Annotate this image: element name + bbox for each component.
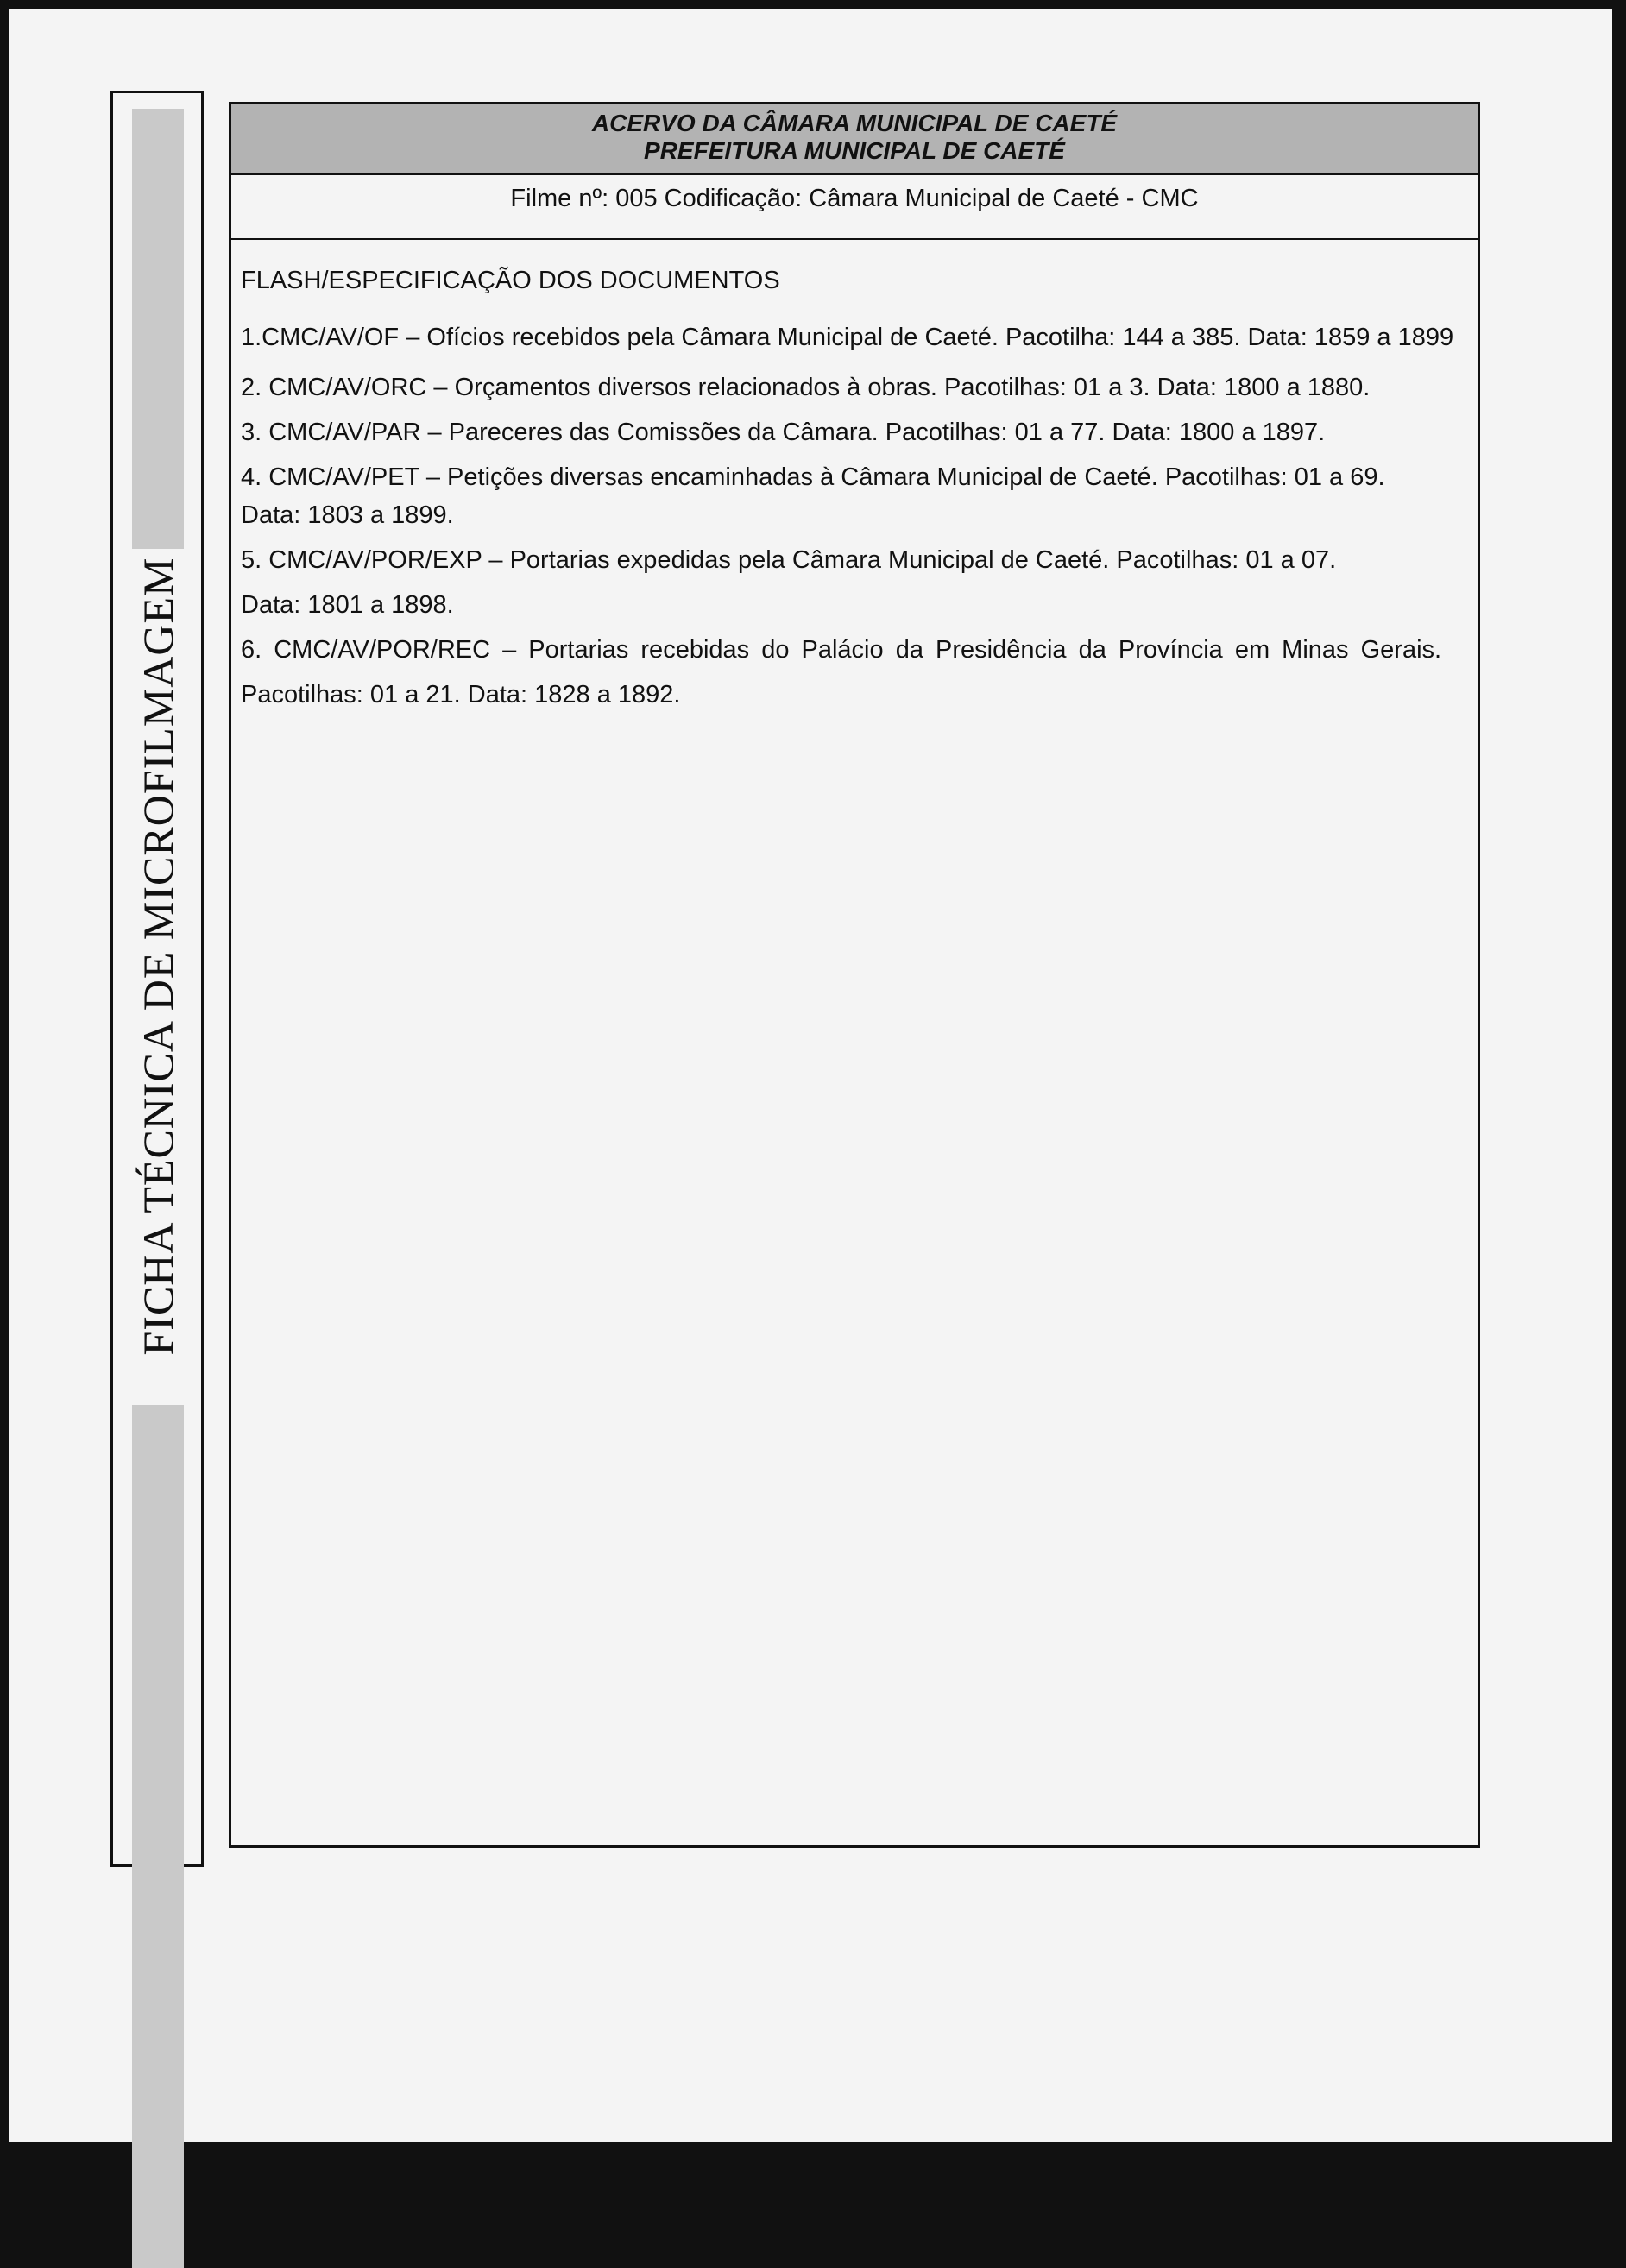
list-item-cont: Data: 1803 a 1899. <box>241 501 454 529</box>
strip-title: FICHA TÉCNICA DE MICROFILMAGEM <box>134 557 182 1356</box>
list-item: 2. CMC/AV/ORC – Orçamentos diversos relacionados à obras. Pacotilhas: 01 a 3. Data: 1800 a 1880. <box>241 374 1371 401</box>
header-prefecture-title: PREFEITURA MUNICIPAL DE CAETÉ <box>644 137 1065 164</box>
list-item: 3. CMC/AV/PAR – Pareceres das Comissões da Câmara. Pacotilhas: 01 a 77. Data: 1800 a 1897. <box>241 419 1326 446</box>
film-number: Filme nº: 005 Codificação: Câmara Municipal de Caeté - CMC <box>231 173 1478 240</box>
list-item: 1.CMC/AV/OF – Ofícios recebidos pela Câmara Municipal de Caeté. Pacotilha: 144 a 385. Data: 1859 a 1899 <box>241 324 1454 351</box>
document-form <box>229 102 1480 1848</box>
strip-shade-bottom <box>132 1405 184 2268</box>
list-item: 5. CMC/AV/POR/EXP – Portarias expedidas pela Câmara Municipal de Caeté. Pacotilhas: 01 a 07. <box>241 546 1337 574</box>
list-item-cont: Pacotilhas: 01 a 21. Data: 1828 a 1892. <box>241 681 681 709</box>
microfilm-side-strip <box>110 91 204 1867</box>
strip-shade-top <box>132 109 184 549</box>
list-item: 4. CMC/AV/PET – Petições diversas encaminhadas à Câmara Municipal de Caeté. Pacotilhas: 01 a 69. <box>241 463 1385 491</box>
list-item: 6. CMC/AV/POR/REC – Portarias recebidas do Palácio da Presidência da Província em Minas Gerais. <box>241 636 1442 664</box>
list-item-cont: Data: 1801 a 1898. <box>241 591 454 619</box>
form-header <box>231 104 1478 175</box>
document-list <box>241 261 1466 714</box>
section-title: FLASH/ESPECIFICAÇÃO DOS DOCUMENTOS <box>241 267 780 294</box>
header-archive-title: ACERVO DA CÂMARA MUNICIPAL DE CAETÉ <box>591 110 1118 136</box>
